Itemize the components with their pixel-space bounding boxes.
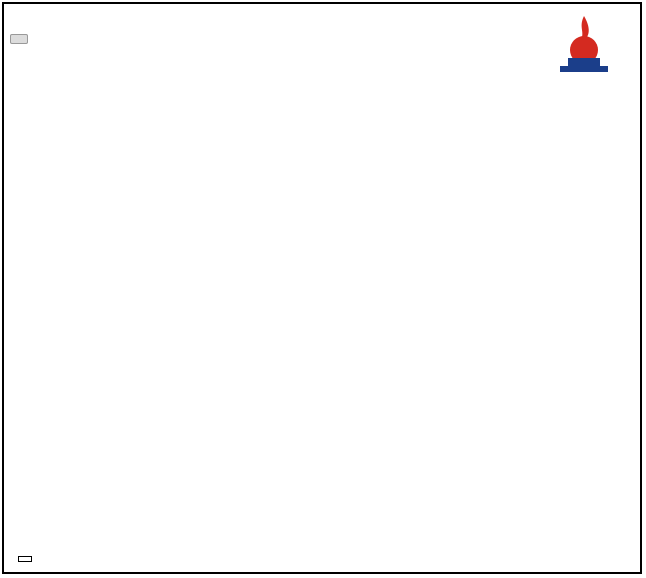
ad-code xyxy=(18,556,32,562)
ad-body xyxy=(12,94,632,98)
header xyxy=(4,4,640,96)
ad-sheet xyxy=(2,2,642,574)
status-badge xyxy=(10,34,28,44)
footer xyxy=(4,526,640,572)
flame-logo-icon xyxy=(534,10,634,92)
ad-code-area xyxy=(18,556,44,562)
company-logo xyxy=(534,10,634,92)
watermark xyxy=(125,232,543,276)
